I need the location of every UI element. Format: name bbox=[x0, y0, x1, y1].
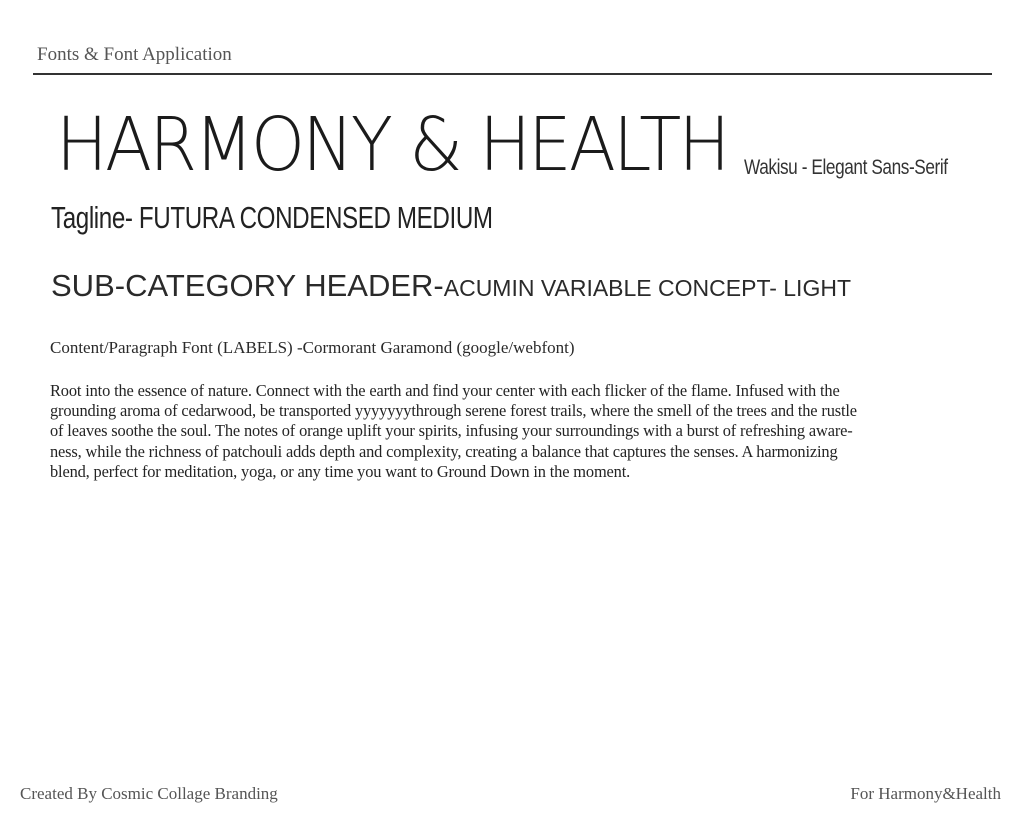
section-label: Fonts & Font Application bbox=[37, 44, 232, 65]
subcategory-header-text: SUB-CATEGORY HEADER- bbox=[51, 268, 444, 303]
paragraph-line: blend, perfect for meditation, yoga, or any time you want to Ground Down in the moment. bbox=[50, 461, 631, 481]
headline-font-note: Wakisu - Elegant Sans-Serif bbox=[744, 156, 948, 179]
footer-credit: Created By Cosmic Collage Branding bbox=[20, 784, 278, 803]
tagline-prefix: Tagline- bbox=[51, 200, 139, 235]
headline-sample: HARMONY & HEALTH bbox=[56, 102, 728, 188]
paragraph-line: grounding aroma of cedarwood, be transported yyyyyyythrough serene forest trails, where the smell of the trees and the rustle bbox=[50, 401, 857, 421]
paragraph-line: of leaves soothe the soul. The notes of orange uplift your spirits, infusing your surroundings with a burst of refreshing aware- bbox=[50, 421, 853, 441]
paragraph-sample bbox=[50, 381, 980, 482]
paragraph-line: ness, while the richness of patchouli adds depth and complexity, creating a balance that captures the senses. A harmonizing bbox=[50, 441, 838, 461]
content-font-label: Content/Paragraph Font (LABELS) -Cormorant Garamond (google/webfont) bbox=[50, 338, 575, 357]
paragraph-line: Root into the essence of nature. Connect with the earth and find your center with each flicker of the flame. Infused with the bbox=[50, 381, 840, 400]
subcategory-header-sample bbox=[51, 268, 851, 304]
tagline-sample bbox=[51, 200, 493, 236]
tagline-font-name: FUTURA CONDENSED MEDIUM bbox=[138, 200, 493, 235]
footer-client: For Harmony&Health bbox=[850, 784, 1001, 803]
header-divider bbox=[33, 73, 992, 75]
headline-row bbox=[56, 102, 992, 188]
subcategory-font-note: ACUMIN VARIABLE CONCEPT- LIGHT bbox=[443, 275, 852, 301]
